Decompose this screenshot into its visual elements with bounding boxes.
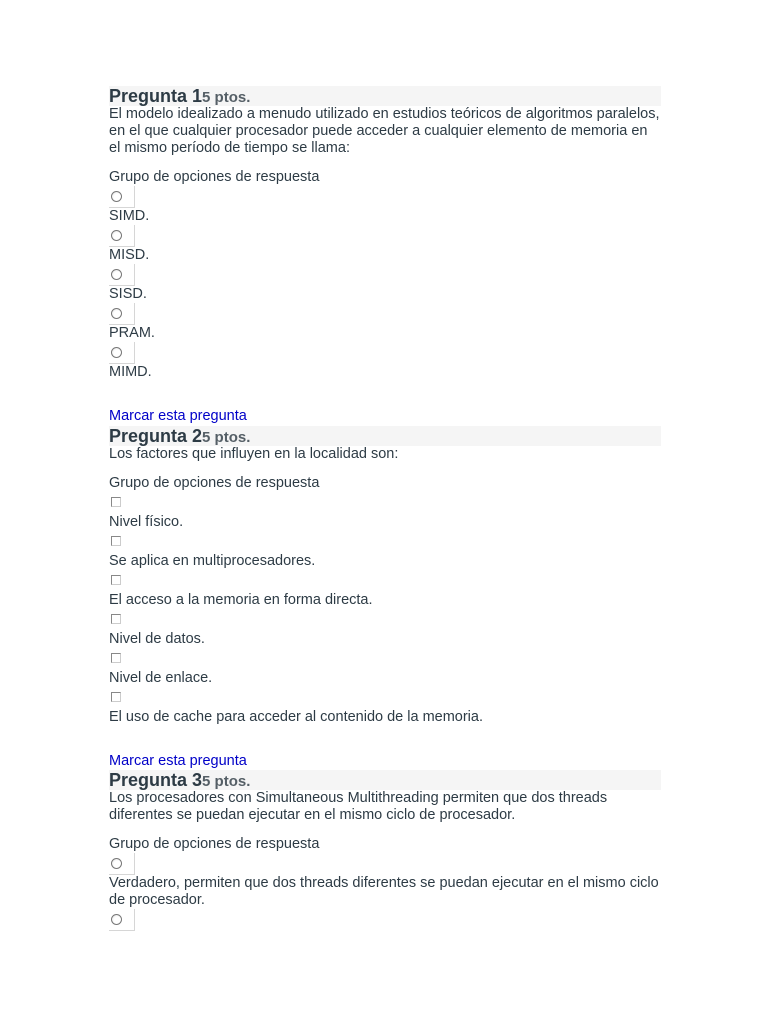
answer-option[interactable] [109, 342, 661, 381]
option-label[interactable]: Se aplica en multiprocesadores. [109, 553, 316, 569]
checkbox[interactable] [111, 536, 121, 546]
question-text: Los factores que influyen en la localidad son: [109, 446, 399, 462]
radio-button[interactable] [111, 347, 122, 358]
answer-option[interactable] [109, 531, 661, 570]
answer-option[interactable] [109, 853, 661, 909]
option-label[interactable]: MIMD. [109, 364, 152, 380]
answer-group-label: Grupo de opciones de respuesta [109, 475, 320, 491]
answer-option[interactable] [109, 186, 661, 225]
question-points: 5 ptos. [202, 429, 251, 446]
question-header [109, 426, 661, 446]
question-title: Pregunta 2 [109, 426, 203, 446]
radio-button[interactable] [111, 269, 122, 280]
answer-option[interactable] [109, 909, 661, 931]
option-label[interactable]: MISD. [109, 247, 150, 263]
answer-group-label: Grupo de opciones de respuesta [109, 836, 320, 852]
option-label[interactable]: PRAM. [109, 325, 155, 341]
option-label[interactable]: Verdadero, permiten que dos threads diferentes se puedan ejecutar en el mismo ciclo de procesador. [109, 875, 659, 908]
answer-option[interactable] [109, 687, 661, 726]
checkbox[interactable] [111, 653, 121, 663]
checkbox[interactable] [111, 614, 121, 624]
radio-button[interactable] [111, 191, 122, 202]
flag-question-link[interactable]: Marcar esta pregunta [109, 753, 247, 769]
answer-option[interactable] [109, 264, 661, 303]
question-title: Pregunta 1 [109, 86, 203, 106]
question-title: Pregunta 3 [109, 770, 203, 790]
answer-option[interactable] [109, 570, 661, 609]
option-label[interactable]: El uso de cache para acceder al contenido de la memoria. [109, 709, 483, 725]
question-2 [109, 426, 661, 726]
question-points: 5 ptos. [202, 89, 251, 106]
radio-button[interactable] [111, 858, 122, 869]
option-label[interactable]: Nivel físico. [109, 514, 184, 530]
question-header [109, 770, 661, 790]
question-text: El modelo idealizado a menudo utilizado en estudios teóricos de algoritmos paralelos, en el que cualquier procesador puede acceder a cualquier elemento de memoria en el mismo período de tiempo se llama: [109, 106, 660, 156]
option-label[interactable]: El acceso a la memoria en forma directa. [109, 592, 373, 608]
option-label[interactable]: Nivel de enlace. [109, 670, 213, 686]
checkbox[interactable] [111, 497, 121, 507]
question-3 [109, 770, 661, 931]
answer-option[interactable] [109, 225, 661, 264]
option-label[interactable]: Nivel de datos. [109, 631, 205, 647]
option-label[interactable]: SISD. [109, 286, 147, 302]
radio-button[interactable] [111, 230, 122, 241]
answer-option[interactable] [109, 609, 661, 648]
checkbox[interactable] [111, 575, 121, 585]
question-text: Los procesadores con Simultaneous Multithreading permiten que dos threads diferentes se puedan ejecutar en el mismo ciclo de procesador. [109, 790, 608, 823]
answer-option[interactable] [109, 303, 661, 342]
answer-option[interactable] [109, 492, 661, 531]
question-1 [109, 86, 661, 381]
answer-option[interactable] [109, 648, 661, 687]
radio-button[interactable] [111, 308, 122, 319]
flag-question-link[interactable]: Marcar esta pregunta [109, 408, 247, 424]
question-header [109, 86, 661, 106]
option-label[interactable]: SIMD. [109, 208, 150, 224]
question-points: 5 ptos. [202, 773, 251, 790]
checkbox[interactable] [111, 692, 121, 702]
radio-button[interactable] [111, 914, 122, 925]
answer-group-label: Grupo de opciones de respuesta [109, 169, 320, 185]
